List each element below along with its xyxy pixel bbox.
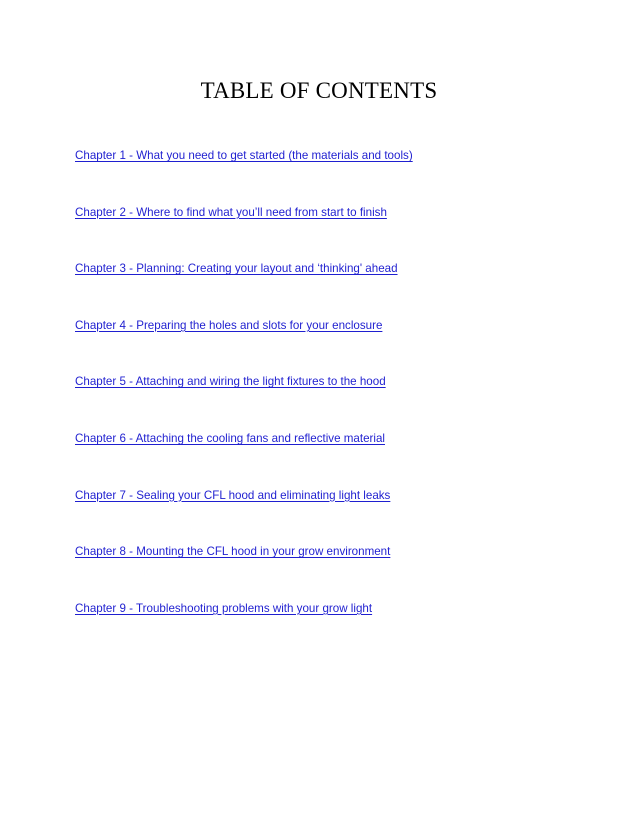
chapter-1-link[interactable]: Chapter 1 - What you need to get started (the materials and tools): [75, 149, 413, 162]
list-item: [75, 542, 413, 599]
chapter-9-link[interactable]: Chapter 9 - Troubleshooting problems with your grow light: [75, 601, 373, 615]
chapter-7-link[interactable]: Chapter 7 - Sealing your CFL hood and eliminating light leaks: [75, 488, 391, 502]
chapter-5-link[interactable]: Chapter 5 - Attaching and wiring the light fixtures to the hood: [75, 375, 386, 389]
page-title: TABLE OF CONTENTS: [200, 78, 438, 103]
list-item: [75, 599, 413, 656]
list-item: [75, 259, 413, 316]
chapter-8-link[interactable]: Chapter 8 - Mounting the CFL hood in your grow environment: [75, 545, 391, 559]
list-item: [75, 203, 413, 260]
table-of-contents: [75, 146, 413, 655]
list-item: [75, 372, 413, 429]
chapter-3-link[interactable]: Chapter 3 - Planning: Creating your layout and ‘thinking' ahead: [75, 262, 398, 276]
list-item: [75, 429, 413, 486]
list-item: [75, 146, 413, 203]
list-item: [75, 486, 413, 543]
chapter-4-link[interactable]: Chapter 4 - Preparing the holes and slots for your enclosure: [75, 318, 383, 332]
chapter-6-link[interactable]: Chapter 6 - Attaching the cooling fans and reflective material: [75, 431, 385, 445]
chapter-2-link[interactable]: Chapter 2 - Where to find what you’ll need from start to finish: [75, 205, 387, 219]
list-item: [75, 316, 413, 373]
